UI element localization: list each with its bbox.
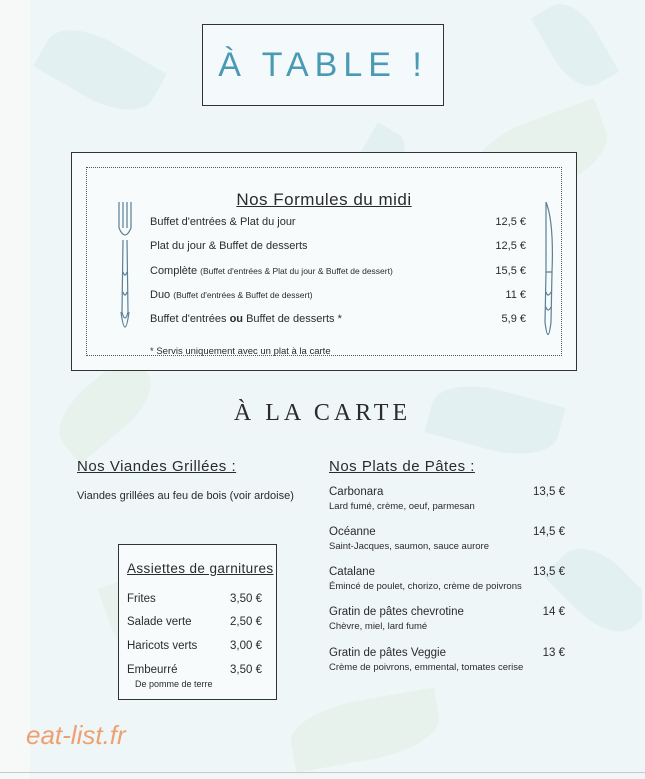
formule-price: 15,5 € (495, 265, 526, 277)
pates-name: Gratin de pâtes chevrotine (329, 606, 464, 618)
garniture-price: 3,50 € (230, 664, 262, 676)
title-box (202, 24, 444, 106)
formule-label: Duo (150, 289, 171, 301)
formule-label: Buffet de desserts * (246, 313, 342, 325)
watermark: eat-list.fr (26, 720, 126, 750)
garniture-row (127, 616, 262, 628)
garnitures-box (118, 544, 277, 700)
page-title: À TABLE ! (218, 45, 428, 84)
garnitures-heading: Assiettes de garnitures (127, 561, 274, 576)
pates-description: Chèvre, miel, lard fumé (329, 621, 428, 632)
page-margin (0, 0, 30, 779)
formules-heading: Nos Formules du midi (236, 190, 412, 209)
formule-label-bold: ou (229, 313, 244, 325)
pates-description: Lard fumé, crème, oeuf, parmesan (329, 501, 475, 512)
pates-price: 13,5 € (533, 486, 565, 498)
fork-icon (117, 202, 133, 342)
pates-description: Crème de poivrons, emmental, tomates cerise (329, 662, 524, 673)
formule-row (150, 240, 526, 252)
pates-description: Saint-Jacques, saumon, sauce aurore (329, 541, 490, 552)
pates-item (329, 486, 565, 512)
formule-row (150, 289, 526, 301)
garniture-price: 3,00 € (230, 640, 262, 652)
pates-name: Catalane (329, 566, 376, 578)
garniture-row (127, 640, 262, 652)
garniture-row (127, 664, 262, 676)
formule-sublabel: (Buffet d'entrées & Buffet de dessert) (173, 290, 313, 300)
garniture-sublabel: De pomme de terre (135, 679, 213, 689)
formule-row (150, 265, 526, 277)
formule-price: 5,9 € (501, 313, 526, 325)
formules-box (71, 152, 577, 371)
page-bottom-border (0, 772, 645, 773)
formule-label: Complète (150, 265, 198, 277)
formule-label: Buffet d'entrées & Plat du jour (150, 216, 296, 228)
pates-name: Gratin de pâtes Veggie (329, 647, 446, 659)
knife-icon (540, 202, 556, 347)
formule-row (150, 313, 526, 325)
formule-row (150, 216, 526, 228)
pates-item (329, 606, 565, 632)
garniture-price: 2,50 € (230, 616, 262, 628)
garniture-label: Haricots verts (127, 640, 198, 652)
formule-price: 11 € (505, 289, 526, 301)
formules-note: * Servis uniquement avec un plat à la carte (150, 346, 331, 357)
formule-label: Plat du jour & Buffet de desserts (150, 240, 308, 252)
viandes-description: Viandes grillées au feu de bois (voir ardoise) (77, 490, 294, 502)
pates-item (329, 566, 565, 592)
viandes-heading: Nos Viandes Grillées : (77, 458, 237, 475)
pates-name: Océanne (329, 526, 376, 538)
formules-inner-border (86, 167, 562, 356)
pates-price: 14 € (542, 606, 565, 618)
carte-title: À LA CARTE (233, 400, 412, 426)
formule-sublabel: (Buffet d'entrées & Plat du jour & Buffet de dessert) (200, 266, 393, 276)
garniture-row (127, 593, 262, 605)
garniture-label: Embeurré (127, 664, 178, 676)
pates-name: Carbonara (329, 486, 384, 498)
pates-description: Émincé de poulet, chorizo, crème de poivrons (329, 581, 522, 592)
garniture-label: Salade verte (127, 616, 192, 628)
formule-price: 12,5 € (495, 240, 526, 252)
pates-item (329, 526, 565, 552)
formule-label: Buffet d'entrées (150, 313, 227, 325)
garniture-price: 3,50 € (230, 593, 262, 605)
pates-item (329, 647, 565, 673)
garniture-label: Frites (127, 593, 156, 605)
pates-price: 13,5 € (533, 566, 565, 578)
pates-price: 14,5 € (533, 526, 565, 538)
pates-heading: Nos Plats de Pâtes : (329, 458, 475, 475)
pates-price: 13 € (542, 647, 565, 659)
formule-price: 12,5 € (495, 216, 526, 228)
